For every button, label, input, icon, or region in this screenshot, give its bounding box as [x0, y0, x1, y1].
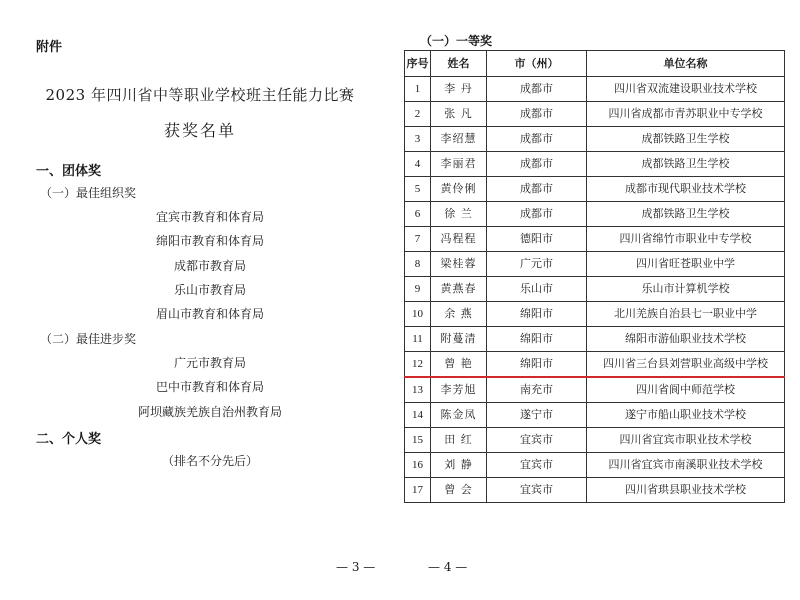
cell-unit: 成都铁路卫生学校: [587, 127, 785, 152]
table-row: [405, 127, 785, 152]
column-header-city: 市（州）: [487, 51, 587, 77]
cell-city: 成都市: [487, 202, 587, 227]
table-row: [405, 478, 785, 503]
cell-name: 徐 兰: [431, 202, 487, 227]
cell-name: 李 丹: [431, 77, 487, 102]
cell-unit: 四川省双流建设职业技术学校: [587, 77, 785, 102]
best-org-item: 绵阳市教育和体育局: [155, 234, 264, 248]
best-progress-item: 阿坝藏族羌族自治州教育局: [137, 405, 282, 419]
table-row: [405, 177, 785, 202]
table-row: [405, 202, 785, 227]
best-organization-heading: （一）最佳组织奖: [40, 186, 137, 200]
table-row: [405, 277, 785, 302]
section-individual-award-heading: 二、个人奖: [36, 432, 102, 447]
table-row: [405, 403, 785, 428]
cell-city: 德阳市: [487, 227, 587, 252]
cell-name: 黄燕春: [431, 277, 487, 302]
cell-name: 陈金凤: [431, 403, 487, 428]
table-row: [405, 327, 785, 352]
cell-no: 10: [405, 302, 431, 327]
table-row: [405, 428, 785, 453]
cell-name: 冯程程: [431, 227, 487, 252]
page-number: — 4 —: [428, 560, 468, 574]
cell-city: 南充市: [487, 377, 587, 403]
cell-city: 遂宁市: [487, 403, 587, 428]
cell-no: 7: [405, 227, 431, 252]
best-org-item: 乐山市教育局: [173, 283, 246, 297]
order-note: （排名不分先后）: [161, 454, 258, 468]
cell-no: 3: [405, 127, 431, 152]
column-header-name: 姓名: [431, 51, 487, 77]
cell-no: 11: [405, 327, 431, 352]
cell-unit: 四川省珙县职业技术学校: [587, 478, 785, 503]
cell-name: 梁桂蓉: [431, 252, 487, 277]
cell-name: 曾 会: [431, 478, 487, 503]
cell-unit: 绵阳市游仙职业技术学校: [587, 327, 785, 352]
cell-no: 17: [405, 478, 431, 503]
cell-city: 宜宾市: [487, 478, 587, 503]
cell-city: 成都市: [487, 77, 587, 102]
table-row: [405, 77, 785, 102]
cell-unit: 四川省三台县刘营职业高级中学校: [587, 352, 785, 378]
cell-city: 成都市: [487, 177, 587, 202]
cell-name: 李芳旭: [431, 377, 487, 403]
table-row: [405, 377, 785, 403]
cell-unit: 四川省宜宾市南溪职业技术学校: [587, 453, 785, 478]
table-row: [405, 453, 785, 478]
cell-no: 12: [405, 352, 431, 378]
cell-name: 田 红: [431, 428, 487, 453]
table-row: [405, 102, 785, 127]
cell-unit: 四川省绵竹市职业中专学校: [587, 227, 785, 252]
column-header-unit: 单位名称: [587, 51, 785, 77]
column-header-no: 序号: [405, 51, 431, 77]
best-org-item: 成都市教育局: [173, 259, 246, 273]
first-prize-table: [404, 50, 785, 503]
table-row: [405, 152, 785, 177]
cell-name: 李绍慧: [431, 127, 487, 152]
page-number: — 3 —: [336, 560, 376, 574]
cell-no: 15: [405, 428, 431, 453]
cell-no: 5: [405, 177, 431, 202]
document-subtitle: 获奖名单: [163, 121, 236, 140]
cell-unit: 遂宁市船山职业技术学校: [587, 403, 785, 428]
section-team-award-heading: 一、团体奖: [36, 164, 102, 179]
cell-no: 9: [405, 277, 431, 302]
first-prize-heading: （一）一等奖: [420, 34, 493, 48]
best-org-item: 眉山市教育和体育局: [155, 307, 264, 321]
cell-name: 张 凡: [431, 102, 487, 127]
cell-unit: 北川羌族自治县七一职业中学: [587, 302, 785, 327]
attachment-label: 附件: [36, 40, 63, 55]
cell-name: 黄伶俐: [431, 177, 487, 202]
cell-city: 宜宾市: [487, 453, 587, 478]
table-row: [405, 252, 785, 277]
cell-unit: 四川省旺苍职业中学: [587, 252, 785, 277]
cell-unit: 成都铁路卫生学校: [587, 202, 785, 227]
cell-city: 乐山市: [487, 277, 587, 302]
best-progress-item: 广元市教育局: [173, 356, 246, 370]
best-progress-heading: （二）最佳进步奖: [40, 332, 137, 346]
cell-no: 13: [405, 377, 431, 403]
cell-unit: 四川省宜宾市职业技术学校: [587, 428, 785, 453]
cell-city: 绵阳市: [487, 352, 587, 378]
cell-city: 成都市: [487, 102, 587, 127]
best-progress-item: 巴中市教育和体育局: [155, 380, 264, 394]
table-row: [405, 352, 785, 378]
right-page: [400, 0, 800, 600]
cell-no: 4: [405, 152, 431, 177]
cell-no: 2: [405, 102, 431, 127]
cell-name: 刘 静: [431, 453, 487, 478]
cell-name: 附蔓清: [431, 327, 487, 352]
table-row: [405, 302, 785, 327]
cell-unit: 乐山市计算机学校: [587, 277, 785, 302]
table-header-row: [405, 51, 785, 77]
cell-no: 1: [405, 77, 431, 102]
cell-unit: 成都市现代职业技术学校: [587, 177, 785, 202]
cell-unit: 四川省阆中师范学校: [587, 377, 785, 403]
cell-name: 李丽君: [431, 152, 487, 177]
cell-name: 曾 艳: [431, 352, 487, 378]
cell-city: 绵阳市: [487, 302, 587, 327]
cell-city: 宜宾市: [487, 428, 587, 453]
best-org-item: 宜宾市教育和体育局: [155, 210, 264, 224]
cell-no: 6: [405, 202, 431, 227]
cell-unit: 四川省成都市青苏职业中专学校: [587, 102, 785, 127]
document-title: 2023 年四川省中等职业学校班主任能力比赛: [45, 86, 355, 104]
cell-name: 余 燕: [431, 302, 487, 327]
cell-no: 16: [405, 453, 431, 478]
cell-city: 广元市: [487, 252, 587, 277]
cell-city: 成都市: [487, 152, 587, 177]
cell-no: 14: [405, 403, 431, 428]
cell-no: 8: [405, 252, 431, 277]
cell-unit: 成都铁路卫生学校: [587, 152, 785, 177]
cell-city: 成都市: [487, 127, 587, 152]
cell-city: 绵阳市: [487, 327, 587, 352]
table-row: [405, 227, 785, 252]
